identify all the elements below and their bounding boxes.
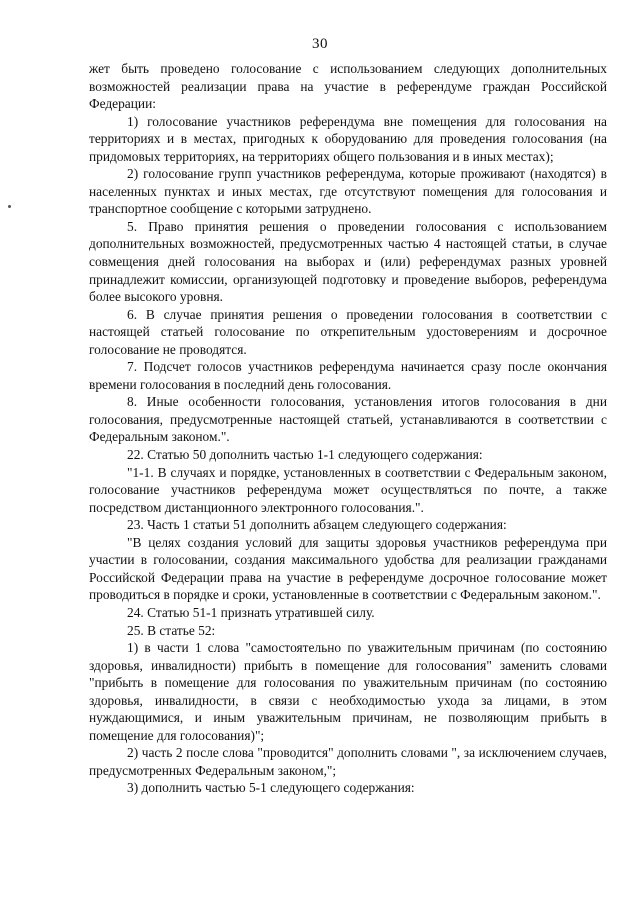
- paragraph: 2) голосование групп участников референдума, которые проживают (находятся) в населенных пунктах и иных местах, где отсутствуют помещения для голосования и транспортное сообщение с которыми затруднено.: [89, 166, 607, 217]
- paragraph: 5. Право принятия решения о проведении голосования с использованием дополнительных возможностей, предусмотренных частью 4 настоящей статьи, в случае совмещения дней голосования на выборах и (или) референдумах разных уровней принадлежит комиссии, организующей подготовку и проведение выборов, референдума более высокого уровня.: [89, 218, 607, 305]
- paragraph: 24. Статью 51-1 признать утратившей силу.: [127, 604, 375, 620]
- paragraph: 25. В статье 52:: [127, 622, 216, 638]
- paragraph: 1) в части 1 слова "самостоятельно по уважительным причинам (по состоянию здоровья, инвалидности) прибыть в помещение для голосования" заменить словами "прибыть в помещение для голосования по уважительным причинам (по состоянию здоровья, инвалидности, в связи с необходимостью ухода за лицами, в этом нуждающимися, и иным уважительным причинам, не позволяющим прибыть в помещение для голосования)";: [89, 640, 607, 743]
- paragraph: 8. Иные особенности голосования, установления итогов голосования в дни голосования, предусмотренные настоящей статьей, устанавливаются в соответствии с Федеральным законом.".: [89, 394, 607, 445]
- paragraph: 7. Подсчет голосов участников референдума начинается сразу после окончания времени голосования в последний день голосования.: [89, 359, 607, 392]
- paragraph: 1) голосование участников референдума вне помещения для голосования на территориях и в местах, пригодных к оборудованию для проведения голосования (на придомовых территориях, на территориях общего пользования и в иных местах);: [89, 113, 607, 164]
- paragraph: 23. Часть 1 статьи 51 дополнить абзацем следующего содержания:: [127, 517, 507, 533]
- margin-mark: [8, 205, 11, 208]
- paragraph: 3) дополнить частью 5-1 следующего содержания:: [127, 780, 415, 796]
- paragraph: 22. Статью 50 дополнить частью 1-1 следующего содержания:: [127, 447, 483, 463]
- page-number: 30: [312, 36, 328, 52]
- paragraph: жет быть проведено голосование с использованием следующих дополнительных возможностей реализации права на участие в референдуме граждан Российской Федерации:: [89, 61, 607, 112]
- document-body: [89, 60, 607, 797]
- paragraph: "В целях создания условий для защиты здоровья участников референдума при участии в голосовании, создания максимального удобства для реализации гражданами Российской Федерации права на участие в референдуме досрочное голосование может проводиться в порядке и сроки, установленные в соответствии с Федеральным законом.".: [89, 534, 607, 603]
- paragraph: 6. В случае принятия решения о проведении голосования в соответствии с настоящей статьей голосование по открепительным удостоверениям и досрочное голосование не проводятся.: [89, 306, 607, 357]
- paragraph: 2) часть 2 после слова "проводится" дополнить словами ", за исключением случаев, предусмотренных Федеральным законом,";: [89, 745, 607, 778]
- paragraph: "1-1. В случаях и порядке, установленных в соответствии с Федеральным законом, голосование участников референдума может осуществляться по почте, а также посредством дистанционного электронного голосования.".: [89, 464, 607, 515]
